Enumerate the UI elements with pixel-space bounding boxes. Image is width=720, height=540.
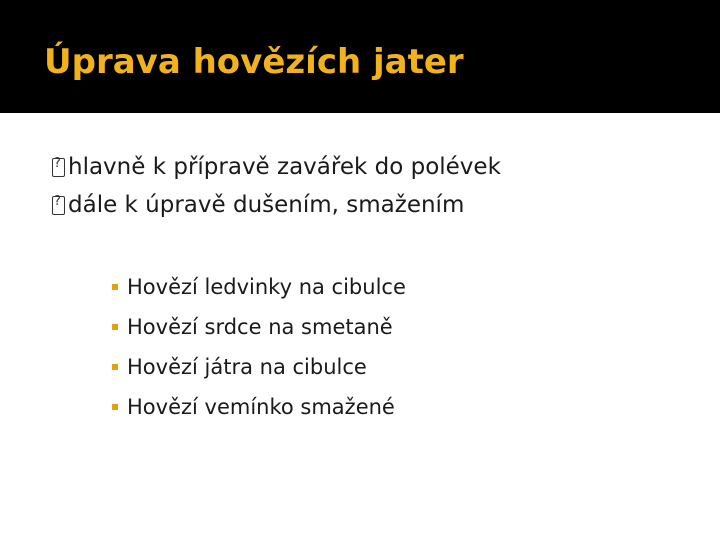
sub-list-item-text: Hovězí srdce na smetaně [127, 315, 393, 339]
main-list-item [52, 148, 501, 186]
main-list-item-text: dále k úpravě dušením, smažením [68, 192, 465, 218]
sub-list-item [112, 307, 406, 347]
square-bullet-icon [112, 284, 118, 290]
square-bullet-icon [112, 364, 118, 370]
sub-list-item [112, 267, 406, 307]
sub-list-item-text: Hovězí vemínko smažené [127, 395, 395, 419]
missing-glyph-box-icon [52, 196, 65, 215]
main-list-item-text: hlavně k přípravě zavářek do polévek [68, 154, 501, 180]
sub-bullet-list [112, 267, 406, 427]
sub-list-item-text: Hovězí játra na cibulce [127, 355, 367, 379]
sub-list-item [112, 347, 406, 387]
main-list-item [52, 186, 501, 224]
square-bullet-icon [112, 404, 118, 410]
slide-title: Úprava hovězích jater [44, 42, 464, 82]
missing-glyph-box-icon [52, 158, 65, 177]
sub-list-item-text: Hovězí ledvinky na cibulce [127, 275, 406, 299]
square-bullet-icon [112, 324, 118, 330]
main-bullet-list [52, 148, 501, 224]
title-bar [0, 0, 720, 113]
sub-list-item [112, 387, 406, 427]
